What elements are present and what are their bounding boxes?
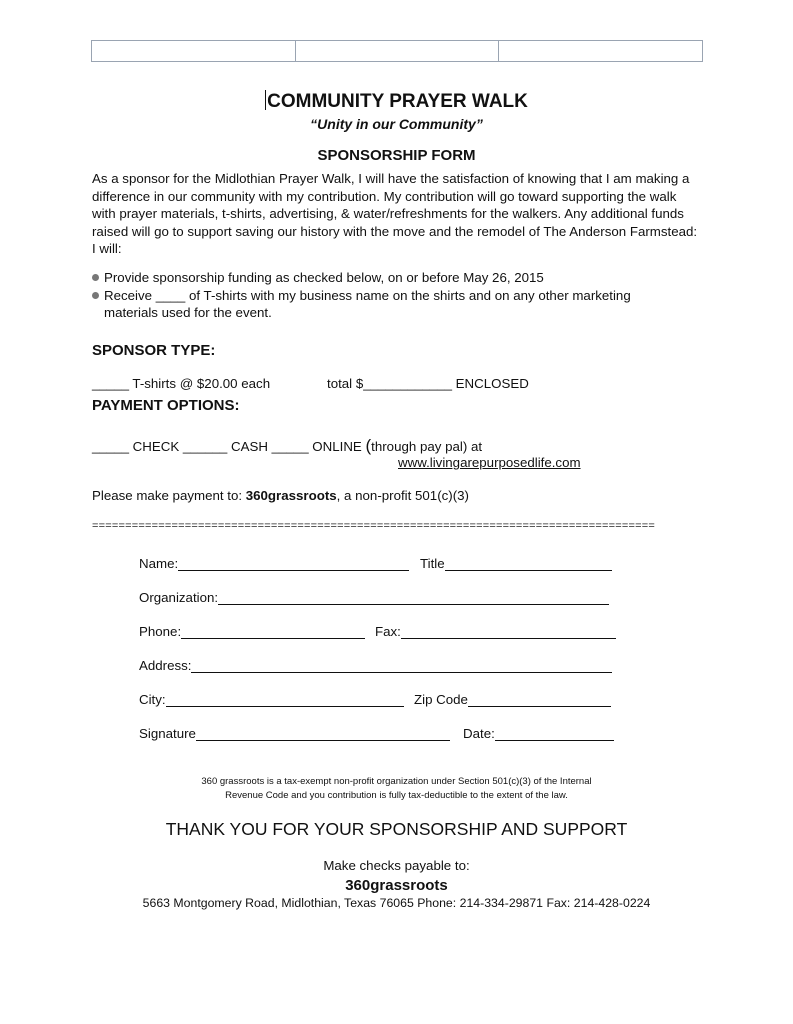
zip-code-field[interactable]: Zip Code: [414, 692, 611, 707]
payment-options-heading: PAYMENT OPTIONS:: [92, 397, 240, 414]
separator-line: =====================================================================================: [92, 520, 656, 532]
text-cursor: [265, 90, 266, 110]
document-title-text: COMMUNITY PRAYER WALK: [267, 91, 528, 112]
website-link[interactable]: www.livingarepurposedlife.com: [398, 455, 581, 470]
tax-note-line-1: 360 grassroots is a tax-exempt non-profit organization under Section 501(c)(3) of the Internal: [201, 776, 592, 787]
organization-field[interactable]: Organization:: [139, 590, 609, 605]
name-input-line[interactable]: [178, 558, 409, 571]
date-field[interactable]: Date:: [463, 726, 614, 741]
tshirts-line[interactable]: _____ T-shirts @ $20.00 each: [92, 376, 271, 391]
zip-code-input-line[interactable]: [468, 694, 611, 707]
title-field[interactable]: Title: [420, 556, 612, 571]
bullet-icon: [92, 292, 99, 299]
bullet-icon: [92, 274, 99, 281]
intro-paragraph: As a sponsor for the Midlothian Prayer Walk, I will have the satisfaction of knowing that I am making a difference in our community with my contribution. My contribution will go toward supporting the walk with prayer materials, t-shirts, advertising, & water/refreshments for the walkers. Any additional funds raised will go to support saving our history with the move and the remodel of The Anderson Farmstead: I will:: [92, 171, 698, 256]
payee-name: 360grassroots: [345, 877, 448, 894]
address-input-line[interactable]: [191, 660, 612, 673]
title-input-line[interactable]: [445, 558, 612, 571]
form-title: SPONSORSHIP FORM: [317, 147, 476, 164]
header-cell-1: [92, 41, 296, 61]
city-input-line[interactable]: [166, 694, 404, 707]
fax-field[interactable]: Fax:: [375, 624, 616, 639]
thank-you-heading: THANK YOU FOR YOUR SPONSORSHIP AND SUPPORT: [165, 819, 628, 839]
city-field[interactable]: City:: [139, 692, 404, 707]
header-cell-2: [296, 41, 500, 61]
header-table: [91, 40, 703, 62]
organization-input-line[interactable]: [218, 592, 609, 605]
header-cell-3: [499, 41, 702, 61]
phone-field[interactable]: Phone:: [139, 624, 365, 639]
address-field[interactable]: Address:: [139, 658, 612, 673]
name-field[interactable]: Name:: [139, 556, 409, 571]
make-payment-line: Please make payment to: 360grassroots, a non-profit 501(c)(3): [92, 488, 469, 503]
document-title: [0, 90, 793, 113]
date-input-line[interactable]: [495, 728, 614, 741]
phone-input-line[interactable]: [181, 626, 365, 639]
tax-note-line-2: Revenue Code and you contribution is fully tax-deductible to the extent of the law.: [225, 790, 568, 801]
bullet-item-2: Receive ____ of T-shirts with my business name on the shirts and on any other marketing: [92, 288, 631, 303]
signature-input-line[interactable]: [196, 728, 450, 741]
bullet-item-2-continued: materials used for the event.: [104, 305, 272, 320]
fax-input-line[interactable]: [401, 626, 616, 639]
signature-field[interactable]: Signature: [139, 726, 450, 741]
checks-payable-label: Make checks payable to:: [323, 858, 470, 873]
payment-options-line[interactable]: _____ CHECK ______ CASH _____ ONLINE (through pay pal) at: [92, 436, 483, 455]
sponsor-type-heading: SPONSOR TYPE:: [92, 342, 216, 359]
tagline: “Unity in our Community”: [310, 116, 483, 132]
total-enclosed-line[interactable]: total $____________ ENCLOSED: [327, 376, 529, 391]
bullet-item-1: Provide sponsorship funding as checked below, on or before May 26, 2015: [92, 270, 544, 285]
contact-address-line: 5663 Montgomery Road, Midlothian, Texas 76065 Phone: 214-334-29871 Fax: 214-428-0224: [142, 896, 651, 910]
